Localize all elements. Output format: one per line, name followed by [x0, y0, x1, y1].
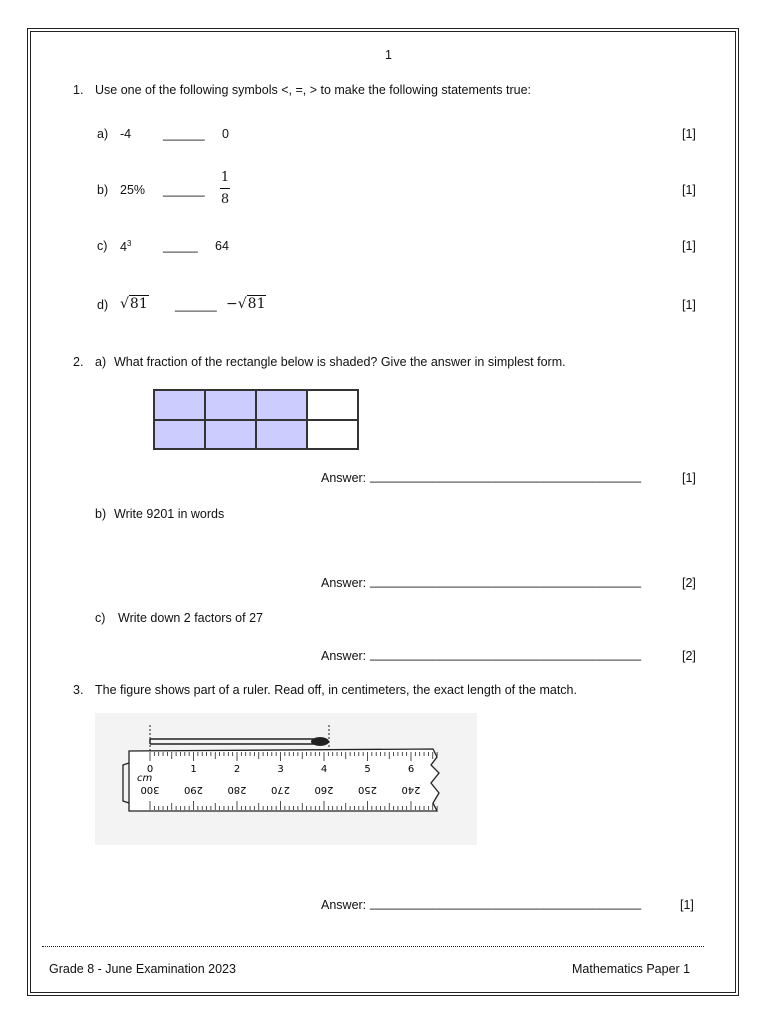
- q1b-fraction-denominator: 8: [220, 192, 230, 207]
- q1c-right: 64: [215, 239, 229, 253]
- q2-number: 2.: [73, 355, 84, 369]
- q1b-left: 25%: [120, 183, 146, 197]
- ruler-top-label: 1: [190, 764, 197, 775]
- q2a-marks: [1]: [682, 471, 696, 485]
- ruler-body: [129, 749, 439, 811]
- q2a-answer-line[interactable]: _______________________________________: [370, 469, 642, 483]
- q2b-answer-label: Answer:: [321, 576, 367, 590]
- footer-left: Grade 8 - June Examination 2023: [49, 962, 236, 976]
- page-number: 1: [385, 48, 392, 62]
- q1c-label: c): [97, 239, 108, 253]
- footer-right: Mathematics Paper 1: [572, 962, 691, 976]
- ruler-unit-label: cm: [137, 773, 153, 784]
- q1d-label: d): [97, 298, 109, 312]
- ruler-svg: [95, 713, 477, 845]
- q1a-right: 0: [222, 127, 229, 141]
- q1b-marks: [1]: [682, 183, 696, 197]
- ruler-top-label: 4: [320, 764, 328, 775]
- q2c-prompt: Write down 2 factors of 27: [118, 611, 263, 625]
- q1b-label: b): [97, 183, 109, 197]
- q3-answer-label: Answer:: [321, 898, 367, 912]
- q1d-right-sign: −: [226, 296, 238, 312]
- ruler-bottom-label: 290: [183, 784, 204, 795]
- q1c-exponent: 3: [126, 239, 132, 248]
- ruler-top-label: 2: [233, 764, 241, 775]
- q3-answer-line[interactable]: _______________________________________: [370, 896, 642, 910]
- q2a-answer-label: Answer:: [321, 471, 367, 485]
- q3-prompt: The figure shows part of a ruler. Read off, in centimeters, the exact length of the match.: [95, 683, 577, 697]
- q1d-right-radicand: 81: [247, 296, 266, 312]
- ruler-left-edge: [123, 763, 129, 803]
- q3-marks: [1]: [680, 898, 694, 912]
- q1a-marks: [1]: [682, 127, 696, 141]
- q2c-answer-line[interactable]: _______________________________________: [370, 647, 642, 661]
- radical-icon: √: [237, 296, 247, 312]
- ruler-bottom-label: 250: [357, 784, 378, 795]
- q1d-right: [226, 296, 266, 312]
- q2c-marks: [2]: [682, 649, 696, 663]
- ruler-figure: [95, 713, 477, 845]
- q2b-marks: [2]: [682, 576, 696, 590]
- q1c-base: 4: [120, 240, 127, 255]
- shaded-rectangle: [153, 389, 359, 450]
- q3-number: 3.: [73, 683, 84, 697]
- ruler-bottom-label: 280: [227, 784, 247, 795]
- q1b-blank[interactable]: ______: [163, 183, 205, 197]
- ruler-bottom-label: 240: [401, 784, 421, 795]
- q1b-fraction-bar: [220, 188, 230, 189]
- ruler-top-label: 5: [364, 764, 371, 775]
- grid-cell-unshaded: [307, 420, 358, 450]
- q1-prompt: Use one of the following symbols <, =, > to make the following statements true:: [95, 83, 531, 97]
- grid-cell-shaded: [154, 390, 205, 420]
- ruler-top-label: 3: [277, 764, 284, 775]
- ruler-bottom-label: 260: [314, 784, 334, 795]
- q1-number: 1.: [73, 83, 84, 97]
- q2a-label: a): [95, 355, 107, 369]
- q2a-prompt: What fraction of the rectangle below is shaded? Give the answer in simplest form.: [114, 355, 566, 369]
- q1c-left: [120, 239, 131, 254]
- q1d-blank[interactable]: ______: [175, 298, 217, 312]
- grid-cell-shaded: [205, 420, 256, 450]
- q1d-marks: [1]: [682, 298, 696, 312]
- q1b-fraction-numerator: 1: [220, 170, 230, 185]
- q2b-answer-line[interactable]: _______________________________________: [370, 574, 642, 588]
- q1d-left-radicand: 81: [129, 296, 148, 312]
- q1a-left: -4: [120, 127, 132, 141]
- q1c-blank[interactable]: _____: [163, 239, 198, 253]
- q1b-fraction: [220, 170, 230, 207]
- grid-cell-shaded: [154, 420, 205, 450]
- grid-cell-shaded: [256, 390, 307, 420]
- q1c-marks: [1]: [682, 239, 696, 253]
- grid-cell-shaded: [205, 390, 256, 420]
- q2c-label: c): [95, 611, 106, 625]
- ruler-bottom-label: 270: [270, 784, 291, 795]
- q1d-left: [120, 296, 149, 312]
- ruler-bottom-label: 300: [140, 784, 160, 795]
- q2b-prompt: Write 9201 in words: [114, 507, 225, 521]
- match-head-icon: [311, 737, 329, 746]
- grid-cell-shaded: [256, 420, 307, 450]
- q2b-label: b): [95, 507, 107, 521]
- radical-icon: √: [120, 296, 129, 312]
- grid-cell-unshaded: [307, 390, 358, 420]
- q1a-label: a): [97, 127, 109, 141]
- footer-divider: [42, 946, 704, 947]
- ruler-top-label: 6: [407, 764, 415, 775]
- q2c-answer-label: Answer:: [321, 649, 367, 663]
- ruler-top-label: 0: [146, 764, 154, 775]
- q1a-blank[interactable]: ______: [163, 127, 205, 141]
